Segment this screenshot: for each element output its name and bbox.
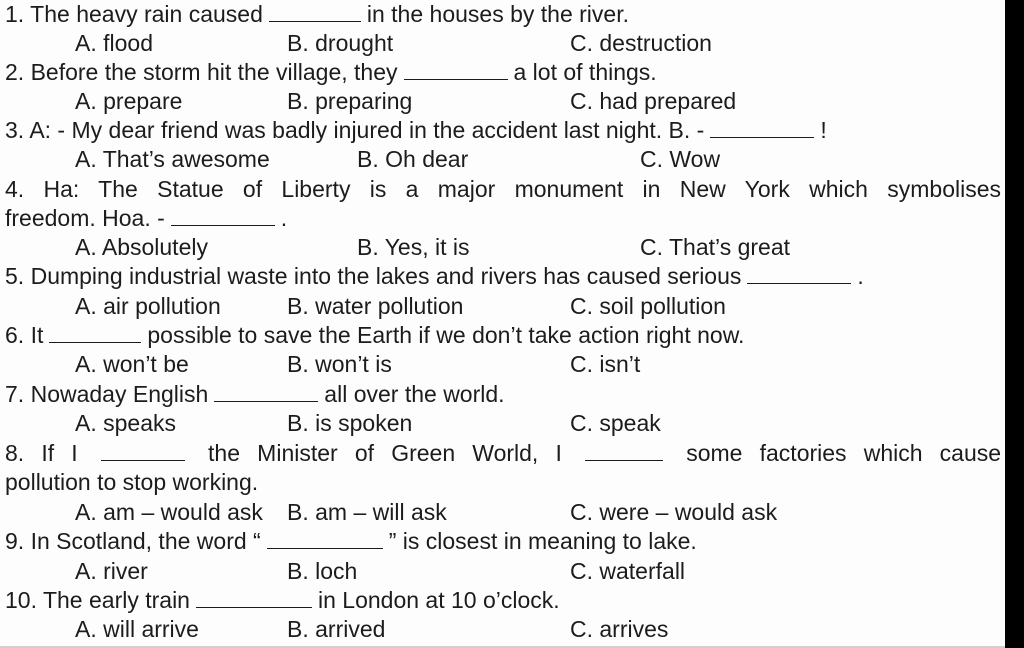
question-number: 7. [5, 381, 25, 407]
option-a: A. air pollution [75, 293, 221, 319]
question-text: Before the storm hit the village, they [30, 59, 398, 85]
question-text: Dumping industrial waste into the lakes and rivers has caused serious [30, 263, 742, 289]
option-a: A. am – would ask [75, 499, 263, 525]
option-b: B. water pollution [287, 293, 464, 319]
question-8 [5, 439, 1001, 468]
option-a: A. won’t be [75, 351, 189, 377]
question-text: the Minister of Green World, I [208, 440, 562, 466]
question-number: 6. [5, 322, 25, 348]
answer-blank [101, 440, 185, 461]
question-number: 9. [5, 528, 25, 554]
option-b: B. Oh dear [357, 146, 469, 172]
question-text: possible to save the Earth if we don’t take action right now. [147, 322, 745, 348]
answer-blank [196, 587, 312, 608]
question-text: all over the world. [324, 381, 505, 407]
option-c: C. Wow [640, 146, 721, 172]
option-a: A. river [75, 558, 148, 584]
question-number: 2. [5, 59, 25, 85]
option-c: C. had prepared [570, 88, 737, 114]
question-text: Ha: The Statue of Liberty is a major monument in New York which symbolises [43, 176, 1002, 202]
option-b: B. arrived [287, 616, 386, 642]
question-5 [5, 262, 1001, 291]
question-text: ! [820, 117, 827, 143]
question-number: 5. [5, 263, 25, 289]
option-c: C. soil pollution [570, 293, 726, 319]
question-number: 4. [5, 176, 25, 202]
answer-blank [710, 117, 814, 138]
answer-blank [269, 1, 361, 22]
option-b: B. drought [287, 30, 394, 56]
question-text: a lot of things. [513, 59, 657, 85]
question-text: A: - My dear friend was badly injured in the accident last night. B. - [29, 117, 705, 143]
question-text: Nowaday English [30, 381, 209, 407]
question-text: ” is closest in meaning to lake. [388, 528, 697, 554]
answer-blank [214, 381, 318, 402]
question-text: pollution to stop working. [5, 469, 259, 495]
option-b: B. won’t is [287, 351, 392, 377]
option-b: B. is spoken [287, 410, 413, 436]
question-number: 3. [5, 117, 25, 143]
question-2 [5, 58, 1001, 87]
question-4 [5, 175, 1001, 204]
question-text: If I [41, 440, 78, 466]
option-c: C. That’s great [640, 234, 791, 260]
question-10 [5, 586, 1001, 615]
question-9 [5, 527, 1001, 556]
option-a: A. will arrive [75, 616, 199, 642]
question-text: The heavy rain caused [30, 1, 263, 27]
question-text: in the houses by the river. [366, 1, 629, 27]
question-text: . [280, 205, 288, 231]
question-text: freedom. Hoa. - [5, 205, 165, 231]
question-text: . [857, 263, 864, 289]
question-3 [5, 116, 1001, 145]
option-b: B. am – will ask [287, 499, 447, 525]
option-a: A. flood [75, 30, 153, 56]
option-b: B. preparing [287, 88, 413, 114]
answer-blank [171, 205, 275, 226]
option-c: C. speak [570, 410, 661, 436]
question-4-continued [5, 204, 1001, 233]
question-number: 10. [5, 587, 37, 613]
option-c: C. were – would ask [570, 499, 778, 525]
answer-blank [404, 59, 508, 80]
question-text: The early train [42, 587, 190, 613]
option-c: C. arrives [570, 616, 669, 642]
question-8-continued [5, 468, 1001, 497]
option-a: A. prepare [75, 88, 183, 114]
question-text: It [30, 322, 44, 348]
option-b: B. loch [287, 558, 358, 584]
question-text: In Scotland, the word “ [30, 528, 261, 554]
question-number: 8. [5, 440, 25, 466]
option-c: C. isn’t [570, 351, 641, 377]
question-7 [5, 380, 1001, 409]
answer-blank [585, 440, 663, 461]
question-6 [5, 321, 1001, 350]
question-1 [5, 0, 1001, 29]
question-number: 1. [5, 1, 25, 27]
question-text: in London at 10 o’clock. [317, 587, 560, 613]
answer-blank [747, 263, 851, 284]
option-b: B. Yes, it is [357, 234, 470, 260]
question-text: some factories which cause [686, 440, 1002, 466]
option-c: C. destruction [570, 30, 712, 56]
option-a: A. Absolutely [75, 234, 208, 260]
option-c: C. waterfall [570, 558, 686, 584]
option-a: A. speaks [75, 410, 176, 436]
option-a: A. That’s awesome [75, 146, 270, 172]
answer-blank [267, 528, 383, 549]
answer-blank [49, 322, 141, 343]
